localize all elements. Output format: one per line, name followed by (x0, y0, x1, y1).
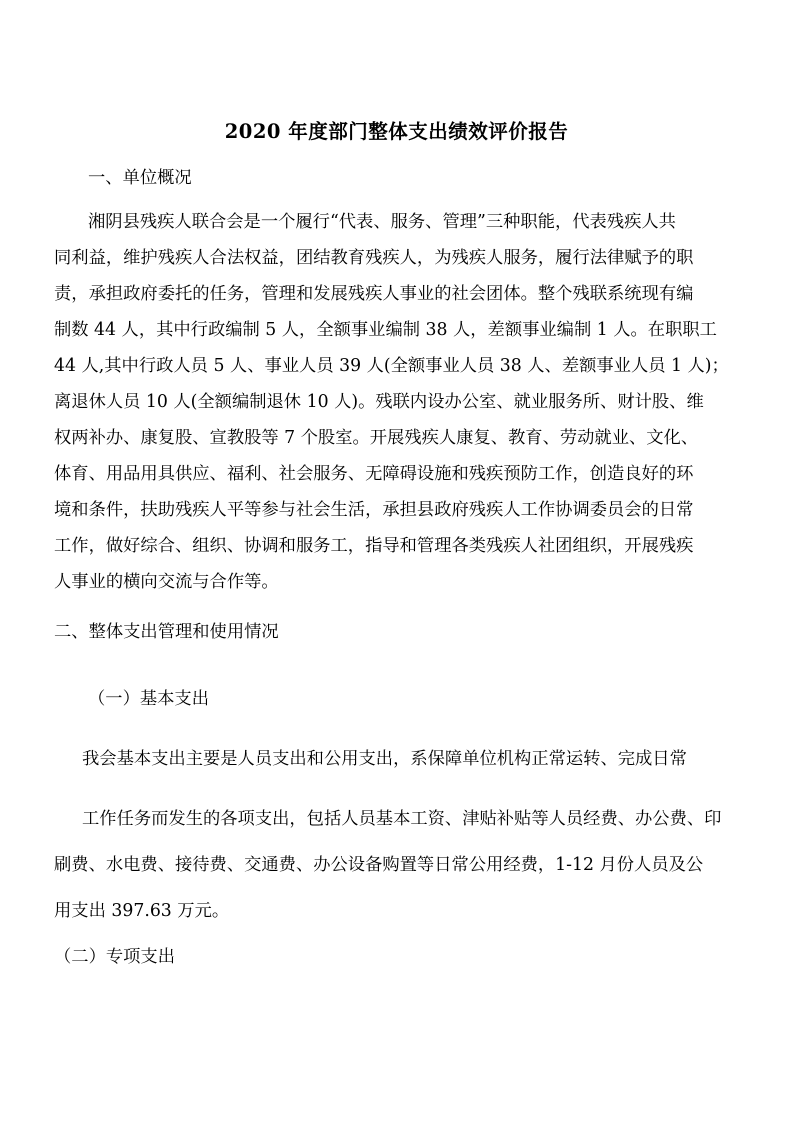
paragraph-line: 体育、用品用具供应、福利、社会服务、无障碍设施和残疾预防工作，创造良好的环 (54, 464, 694, 484)
paragraph-line: （二）专项支出 (54, 947, 175, 967)
paragraph-line: 刷费、水电费、接待费、交通费、办公设备购置等日常公用经费，1-12 月份人员及公 (54, 855, 704, 875)
paragraph-line: 工作，做好综合、组织、协调和服务工，指导和管理各类残疾人社团组织，开展残疾 (54, 536, 694, 556)
paragraph-line: 责，承担政府委托的任务，管理和发展残疾人事业的社会团体。整个残联系统现有编 (54, 284, 694, 304)
paragraph-line: 权两补办、康复股、宣教股等 7 个股室。开展残疾人康复、教育、劳动就业、文化、 (54, 428, 699, 448)
paragraph-line: 工作任务而发生的各项支出，包括人员基本工资、津贴补贴等人员经费、办公费、印 (82, 809, 722, 829)
section-heading-unit-overview: 一、单位概况 (88, 168, 192, 188)
subsection-heading-basic: 我会基本支出主要是人员支出和公用支出，系保障单位机构正常运转、完成日常 (82, 749, 687, 769)
document-title: 2020 年度部门整体支出绩效评价报告 (224, 120, 569, 143)
section-heading-expenditure: （一）基本支出 (88, 689, 209, 709)
paragraph-line: 同利益，维护残疾人合法权益，团结教育残疾人，为残疾人服务，履行法律赋予的职 (54, 248, 694, 268)
paragraph-line: 二、整体支出管理和使用情况 (54, 622, 279, 642)
paragraph-line: 人事业的横向交流与合作等。 (54, 572, 279, 592)
paragraph-line: 制数 44 人，其中行政编制 5 人，全额事业编制 38 人，差额事业编制 1 人。在职职工 (54, 320, 717, 340)
paragraph-line: 离退休人员 10 人(全额编制退休 10 人)。残联内设办公室、就业服务所、财计股、维 (54, 392, 704, 412)
paragraph-line: 湘阴县残疾人联合会是一个履行“代表、服务、管理”三种职能，代表残疾人共 (88, 212, 676, 232)
paragraph-line: 用支出 397.63 万元。 (54, 901, 230, 921)
paragraph-line: 44 人,其中行政人员 5 人、事业人员 39 人(全额事业人员 38 人、差额事业人员 1 人)； (54, 356, 729, 376)
paragraph-line: 境和条件，扶助残疾人平等参与社会生活，承担县政府残疾人工作协调委员会的日常 (54, 500, 694, 520)
